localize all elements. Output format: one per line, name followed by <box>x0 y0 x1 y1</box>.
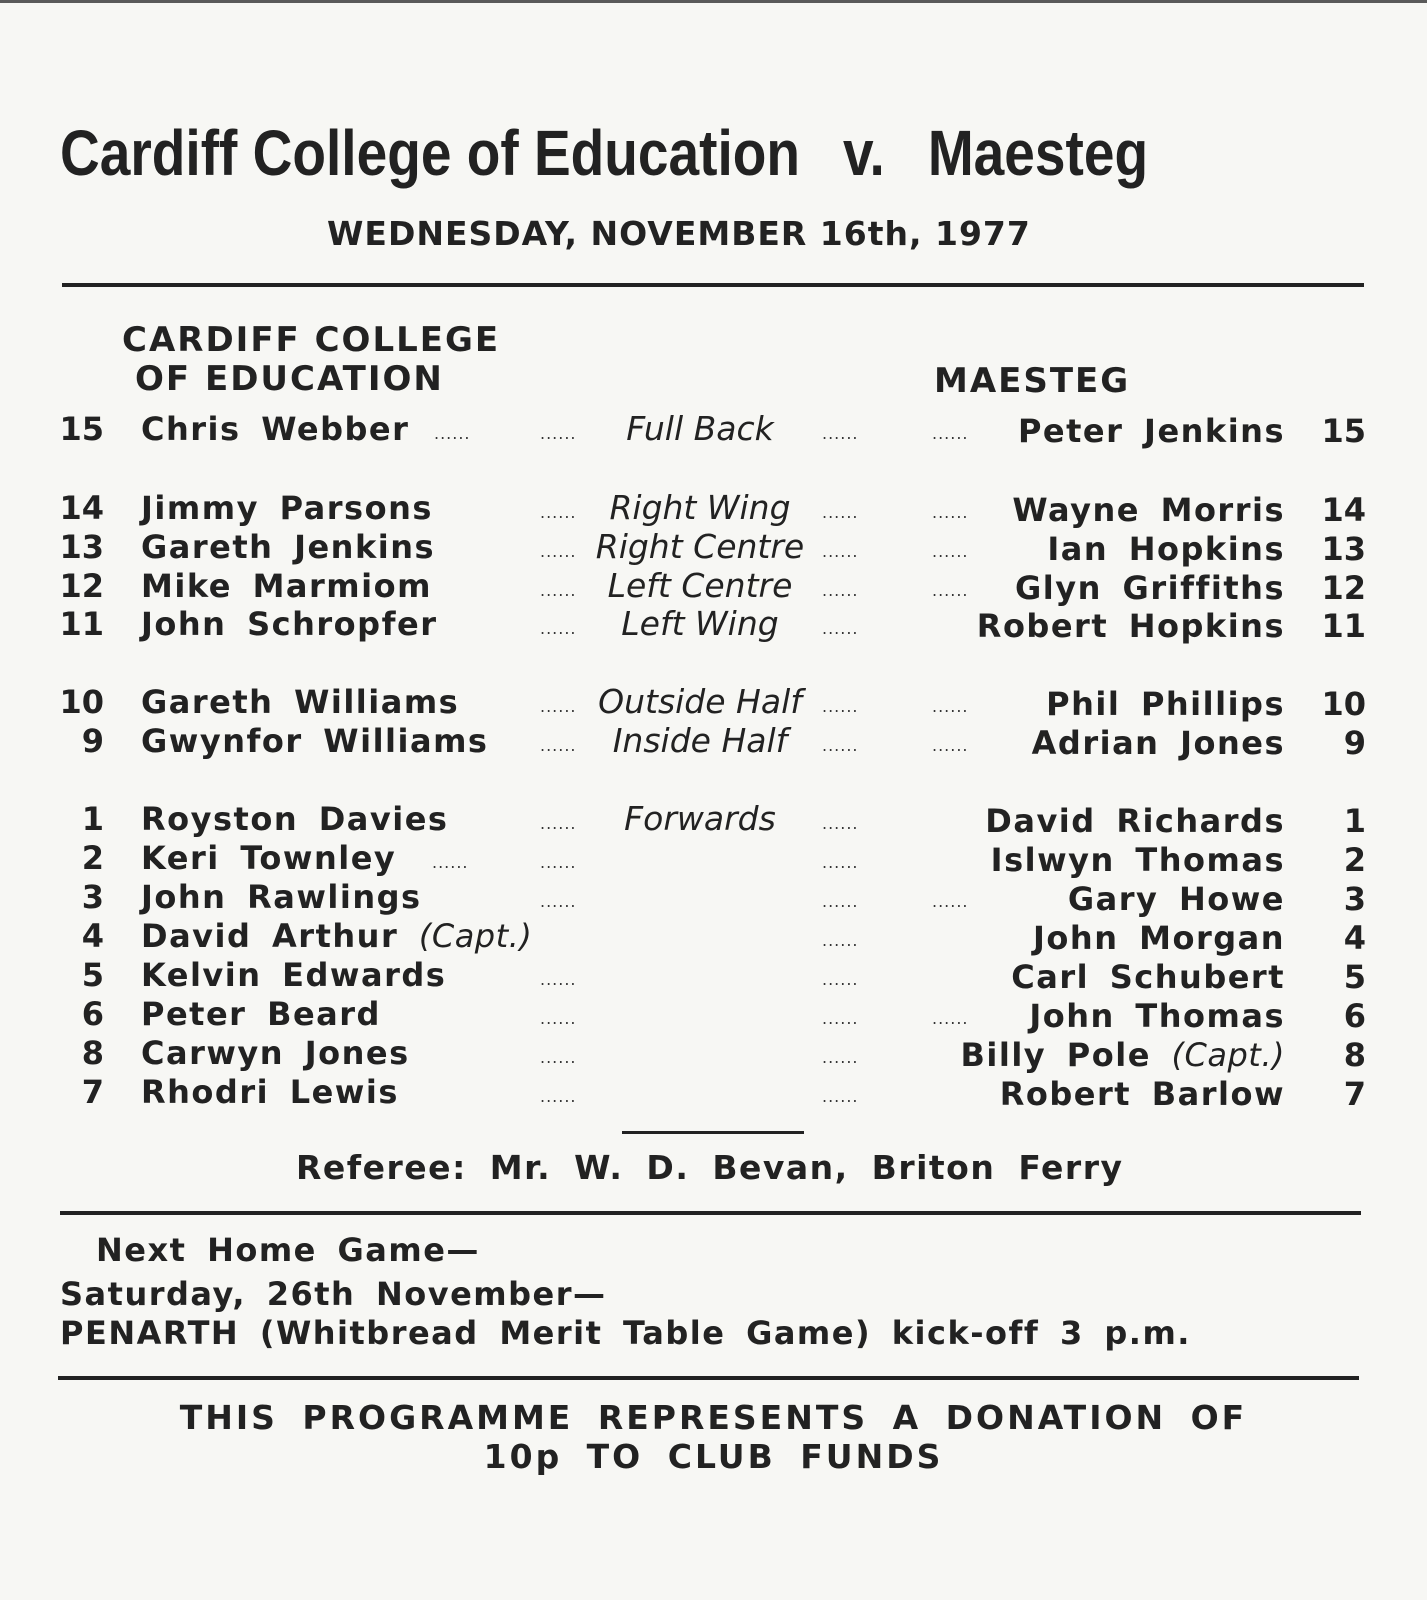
home-player-name-text: Chris Webber <box>141 410 410 448</box>
leader-dots: ...... <box>540 581 577 600</box>
home-player-name <box>141 995 381 1033</box>
home-player-name <box>141 839 396 877</box>
leader-dots: ...... <box>540 619 577 638</box>
home-player-name-text: David Arthur <box>141 917 399 955</box>
away-player-name-text: Adrian Jones <box>1031 724 1285 762</box>
leader-dots: ...... <box>822 581 859 600</box>
page-top-edge <box>0 0 1427 3</box>
position-label: Full Back <box>626 409 774 448</box>
leader-dots: ...... <box>822 1048 859 1067</box>
home-player-number: 6 <box>81 995 104 1033</box>
home-player-name <box>141 683 459 721</box>
leader-dots: ...... <box>432 853 469 872</box>
next-home-game-heading: Next Home Game— <box>96 1231 480 1269</box>
leader-dots: ...... <box>932 736 969 755</box>
home-player-number: 10 <box>59 683 104 721</box>
away-player-name <box>905 491 1285 529</box>
away-player-name <box>905 919 1285 957</box>
away-player-name <box>905 841 1285 879</box>
home-player-name-text: John Rawlings <box>141 878 422 916</box>
home-player-name-text: Gareth Williams <box>141 683 460 721</box>
position-label: Left Wing <box>621 604 779 643</box>
leader-dots: ...... <box>540 814 577 833</box>
divider-short-rule <box>622 1131 804 1134</box>
leader-dots: ...... <box>434 424 471 443</box>
away-captain-marker: (Capt.) <box>1171 1036 1285 1074</box>
away-player-number: 9 <box>1343 724 1366 762</box>
home-player-name <box>141 489 433 527</box>
away-team-heading: MAESTEG <box>934 361 1131 401</box>
away-player-number: 7 <box>1343 1075 1366 1113</box>
home-team-heading-line2: OF EDUCATION <box>135 359 444 399</box>
home-player-name-text: Keri Townley <box>141 839 397 877</box>
home-player-name-text: Jimmy Parsons <box>141 489 433 527</box>
home-captain-marker: (Capt.) <box>418 917 533 955</box>
away-player-number: 11 <box>1321 607 1366 645</box>
away-player-number: 3 <box>1343 880 1366 918</box>
away-player-name <box>905 724 1285 762</box>
leader-dots: ...... <box>540 1048 577 1067</box>
leader-dots: ...... <box>932 1009 969 1028</box>
away-player-number: 12 <box>1321 569 1366 607</box>
away-team-title: Maesteg <box>927 117 1149 189</box>
away-player-number: 10 <box>1321 685 1366 723</box>
away-player-name-text: Glyn Griffiths <box>1015 569 1285 607</box>
home-player-name-text: Carwyn Jones <box>141 1034 410 1072</box>
leader-dots: ...... <box>932 542 969 561</box>
home-player-number: 8 <box>81 1034 104 1072</box>
away-player-number: 14 <box>1321 491 1366 529</box>
divider-rule-middle <box>60 1211 1361 1215</box>
home-player-number: 5 <box>81 956 104 994</box>
away-player-name-text: Robert Hopkins <box>976 607 1285 645</box>
away-player-number: 6 <box>1343 997 1366 1035</box>
match-title <box>60 116 1187 190</box>
leader-dots: ...... <box>540 503 577 522</box>
leader-dots: ...... <box>822 1009 859 1028</box>
home-player-number: 14 <box>59 489 104 527</box>
divider-rule-bottom <box>58 1376 1359 1380</box>
away-player-name-text: Phil Phillips <box>1046 685 1285 723</box>
leader-dots: ...... <box>822 503 859 522</box>
home-player-name-text: Gareth Jenkins <box>141 528 436 566</box>
home-player-name <box>141 878 422 916</box>
position-label: Inside Half <box>612 721 788 760</box>
home-player-number: 7 <box>81 1073 104 1111</box>
position-label: Left Centre <box>607 566 793 605</box>
leader-dots: ...... <box>540 424 577 443</box>
home-player-name <box>141 800 448 838</box>
leader-dots: ...... <box>540 1087 577 1106</box>
divider-rule-top <box>62 283 1364 287</box>
leader-dots: ...... <box>822 892 859 911</box>
leader-dots: ...... <box>540 697 577 716</box>
away-player-number: 8 <box>1343 1036 1366 1074</box>
leader-dots: ...... <box>540 970 577 989</box>
leader-dots: ...... <box>932 424 969 443</box>
home-player-name <box>141 605 437 643</box>
away-player-name-text: David Richards <box>985 802 1285 840</box>
leader-dots: ...... <box>932 581 969 600</box>
home-team-title: Cardiff College of Education <box>60 117 801 189</box>
away-player-number: 15 <box>1321 412 1366 450</box>
away-player-name <box>905 685 1285 723</box>
leader-dots: ...... <box>932 892 969 911</box>
leader-dots: ...... <box>822 736 859 755</box>
donation-note-line2: 10p TO CLUB FUNDS <box>483 1437 944 1476</box>
home-player-number: 13 <box>59 528 104 566</box>
leader-dots: ...... <box>822 619 859 638</box>
home-player-number: 2 <box>81 839 104 877</box>
leader-dots: ...... <box>822 853 859 872</box>
donation-note-line1: THIS PROGRAMME REPRESENTS A DONATION OF <box>179 1398 1248 1437</box>
away-player-number: 4 <box>1343 919 1366 957</box>
match-date: WEDNESDAY, NOVEMBER 16th, 1977 <box>327 214 1031 253</box>
home-player-name-text: Royston Davies <box>141 800 449 838</box>
away-player-number: 13 <box>1321 530 1366 568</box>
away-player-name <box>905 1075 1285 1113</box>
away-player-name-text: Ian Hopkins <box>1047 530 1285 568</box>
position-label: Right Centre <box>595 527 805 566</box>
home-player-number: 1 <box>81 800 104 838</box>
home-player-number: 15 <box>59 410 104 448</box>
leader-dots: ...... <box>822 697 859 716</box>
away-player-name-text: John Morgan <box>1033 919 1285 957</box>
leader-dots: ...... <box>822 931 859 950</box>
away-player-name <box>905 569 1285 607</box>
away-player-name-text: Gary Howe <box>1067 880 1285 918</box>
home-player-name <box>141 567 432 605</box>
away-player-number: 1 <box>1343 802 1366 840</box>
home-player-number: 12 <box>59 567 104 605</box>
away-player-name <box>905 607 1285 645</box>
away-player-name-text: John Thomas <box>1029 997 1285 1035</box>
away-player-name-text: Wayne Morris <box>1012 491 1285 529</box>
home-player-name-text: Mike Marmiom <box>141 567 432 605</box>
home-player-name-text: Gwynfor Williams <box>141 722 489 760</box>
home-player-number: 11 <box>59 605 104 643</box>
away-player-name <box>905 880 1285 918</box>
home-player-name <box>141 410 409 448</box>
away-player-name <box>905 412 1285 450</box>
home-player-number: 9 <box>81 722 104 760</box>
home-team-heading-line1: CARDIFF COLLEGE <box>122 320 501 360</box>
home-player-name <box>141 722 488 760</box>
home-player-number: 4 <box>81 917 104 955</box>
leader-dots: ...... <box>540 892 577 911</box>
home-player-name-text: Rhodri Lewis <box>141 1073 399 1111</box>
away-player-name-text: Islwyn Thomas <box>990 841 1285 879</box>
away-player-number: 2 <box>1343 841 1366 879</box>
leader-dots: ...... <box>822 1087 859 1106</box>
away-player-number: 5 <box>1343 958 1366 996</box>
away-player-name <box>905 958 1285 996</box>
home-player-name <box>141 917 532 955</box>
home-player-name-text: Peter Beard <box>141 995 381 1033</box>
leader-dots: ...... <box>932 697 969 716</box>
leader-dots: ...... <box>932 503 969 522</box>
away-player-name <box>905 1036 1285 1074</box>
away-player-name-text: Billy Pole <box>960 1036 1151 1074</box>
away-player-name <box>905 802 1285 840</box>
away-player-name <box>905 997 1285 1035</box>
home-player-name-text: John Schropfer <box>141 605 438 643</box>
away-player-name-text: Peter Jenkins <box>1017 412 1285 450</box>
next-home-game-date: Saturday, 26th November— <box>60 1275 607 1313</box>
away-player-name <box>905 530 1285 568</box>
leader-dots: ...... <box>822 424 859 443</box>
home-player-name <box>141 956 446 994</box>
leader-dots: ...... <box>822 814 859 833</box>
position-label: Forwards <box>624 799 776 838</box>
leader-dots: ...... <box>540 1009 577 1028</box>
home-player-name-text: Kelvin Edwards <box>141 956 447 994</box>
home-player-number: 3 <box>81 878 104 916</box>
leader-dots: ...... <box>540 736 577 755</box>
home-player-name <box>141 1034 410 1072</box>
home-player-name <box>141 528 435 566</box>
away-player-name-text: Robert Barlow <box>999 1075 1285 1113</box>
referee-line: Referee: Mr. W. D. Bevan, Briton Ferry <box>296 1148 1124 1187</box>
leader-dots: ...... <box>540 542 577 561</box>
position-label: Outside Half <box>598 682 802 721</box>
leader-dots: ...... <box>822 542 859 561</box>
position-label: Right Wing <box>609 488 791 527</box>
next-home-game-details: PENARTH (Whitbread Merit Table Game) kick-off 3 p.m. <box>60 1314 1191 1352</box>
home-player-name <box>141 1073 399 1111</box>
versus-label: v. <box>843 117 885 189</box>
away-player-name-text: Carl Schubert <box>1011 958 1285 996</box>
leader-dots: ...... <box>540 853 577 872</box>
leader-dots: ...... <box>822 970 859 989</box>
